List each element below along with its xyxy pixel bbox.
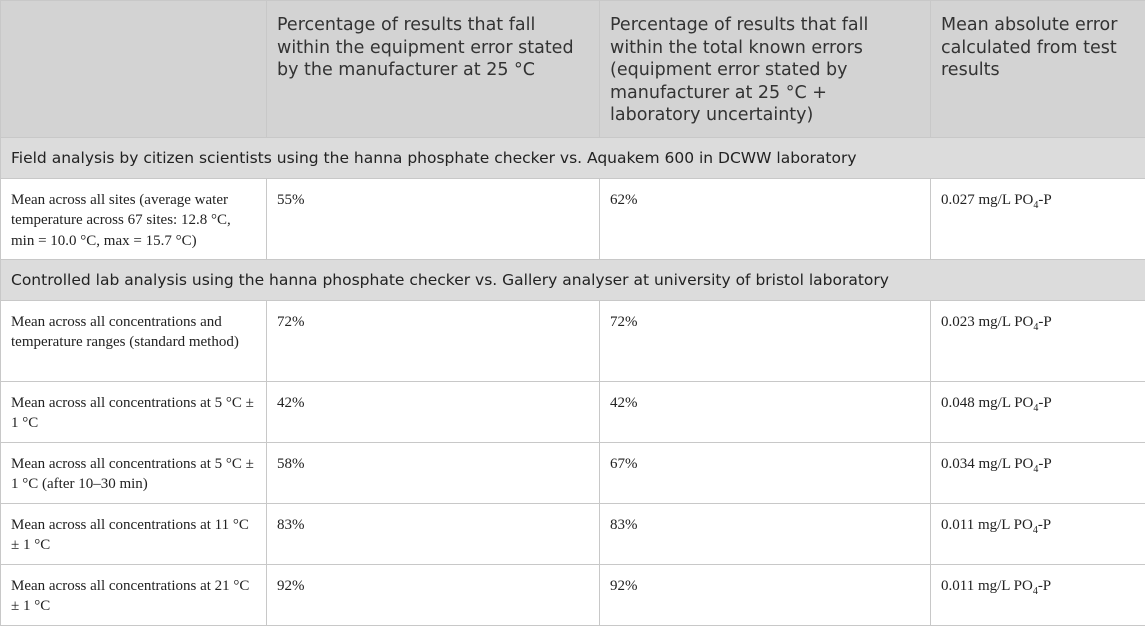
mae-suffix: -P: [1038, 456, 1051, 472]
mae-value: 0.027 mg/L PO: [941, 192, 1033, 208]
mae-subscript: 4: [1033, 403, 1038, 414]
row-label: Mean across all concentrations at 5 °C ± 1 °C (after 10–30 min): [1, 442, 267, 503]
header-manufacturer-error: Percentage of results that fall within the equipment error stated by the manufacturer at 25 °C: [267, 1, 600, 138]
section-title-lab: Controlled lab analysis using the hanna phosphate checker vs. Gallery analyser at university of bristol laboratory: [1, 259, 1145, 300]
mae-subscript: 4: [1033, 586, 1038, 597]
mae-subscript: 4: [1033, 464, 1038, 475]
mae-cell: [931, 503, 1145, 564]
pct-total-cell: 92%: [600, 564, 931, 625]
row-label: Mean across all sites (average water temperature across 67 sites: 12.8 °C, min = 10.0 °C, max = 15.7 °C): [1, 178, 267, 259]
mae-subscript: 4: [1033, 322, 1038, 333]
pct-manufacturer-cell: 58%: [267, 442, 600, 503]
row-label: Mean across all concentrations and temperature ranges (standard method): [1, 300, 267, 381]
table-row: [1, 442, 1145, 503]
table-row: [1, 381, 1145, 442]
header-total-known-errors: Percentage of results that fall within the total known errors (equipment error stated by manufacturer at 25 °C + laboratory uncertainty): [600, 1, 931, 138]
row-label: Mean across all concentrations at 11 °C ± 1 °C: [1, 503, 267, 564]
section-title-field: Field analysis by citizen scientists using the hanna phosphate checker vs. Aquakem 600 in DCWW laboratory: [1, 137, 1145, 178]
mae-cell: [931, 564, 1145, 625]
mae-suffix: -P: [1038, 314, 1051, 330]
mae-value: 0.011 mg/L PO: [941, 578, 1033, 594]
mae-suffix: -P: [1038, 517, 1051, 533]
mae-cell: [931, 381, 1145, 442]
section-row: [1, 137, 1145, 178]
pct-total-cell: 67%: [600, 442, 931, 503]
pct-manufacturer-cell: 92%: [267, 564, 600, 625]
pct-total-cell: 42%: [600, 381, 931, 442]
mae-cell: [931, 300, 1145, 381]
table-row: [1, 503, 1145, 564]
mae-cell: [931, 442, 1145, 503]
pct-manufacturer-cell: 72%: [267, 300, 600, 381]
row-label: Mean across all concentrations at 5 °C ± 1 °C: [1, 381, 267, 442]
mae-subscript: 4: [1033, 525, 1038, 536]
mae-value: 0.011 mg/L PO: [941, 517, 1033, 533]
table-row: [1, 564, 1145, 625]
mae-value: 0.023 mg/L PO: [941, 314, 1033, 330]
pct-total-cell: 72%: [600, 300, 931, 381]
header-mean-absolute-error: Mean absolute error calculated from test results: [931, 1, 1145, 138]
header-row: [1, 1, 1145, 138]
table-row: [1, 178, 1145, 259]
mae-subscript: 4: [1033, 200, 1038, 211]
mae-suffix: -P: [1038, 578, 1051, 594]
mae-suffix: -P: [1038, 395, 1051, 411]
pct-manufacturer-cell: 55%: [267, 178, 600, 259]
mae-value: 0.034 mg/L PO: [941, 456, 1033, 472]
header-empty-cell: [1, 1, 267, 138]
mae-value: 0.048 mg/L PO: [941, 395, 1033, 411]
row-label: Mean across all concentrations at 21 °C ± 1 °C: [1, 564, 267, 625]
pct-manufacturer-cell: 83%: [267, 503, 600, 564]
section-row: [1, 259, 1145, 300]
table-row: [1, 300, 1145, 381]
pct-total-cell: 83%: [600, 503, 931, 564]
pct-manufacturer-cell: 42%: [267, 381, 600, 442]
pct-total-cell: 62%: [600, 178, 931, 259]
mae-suffix: -P: [1038, 192, 1051, 208]
mae-cell: [931, 178, 1145, 259]
